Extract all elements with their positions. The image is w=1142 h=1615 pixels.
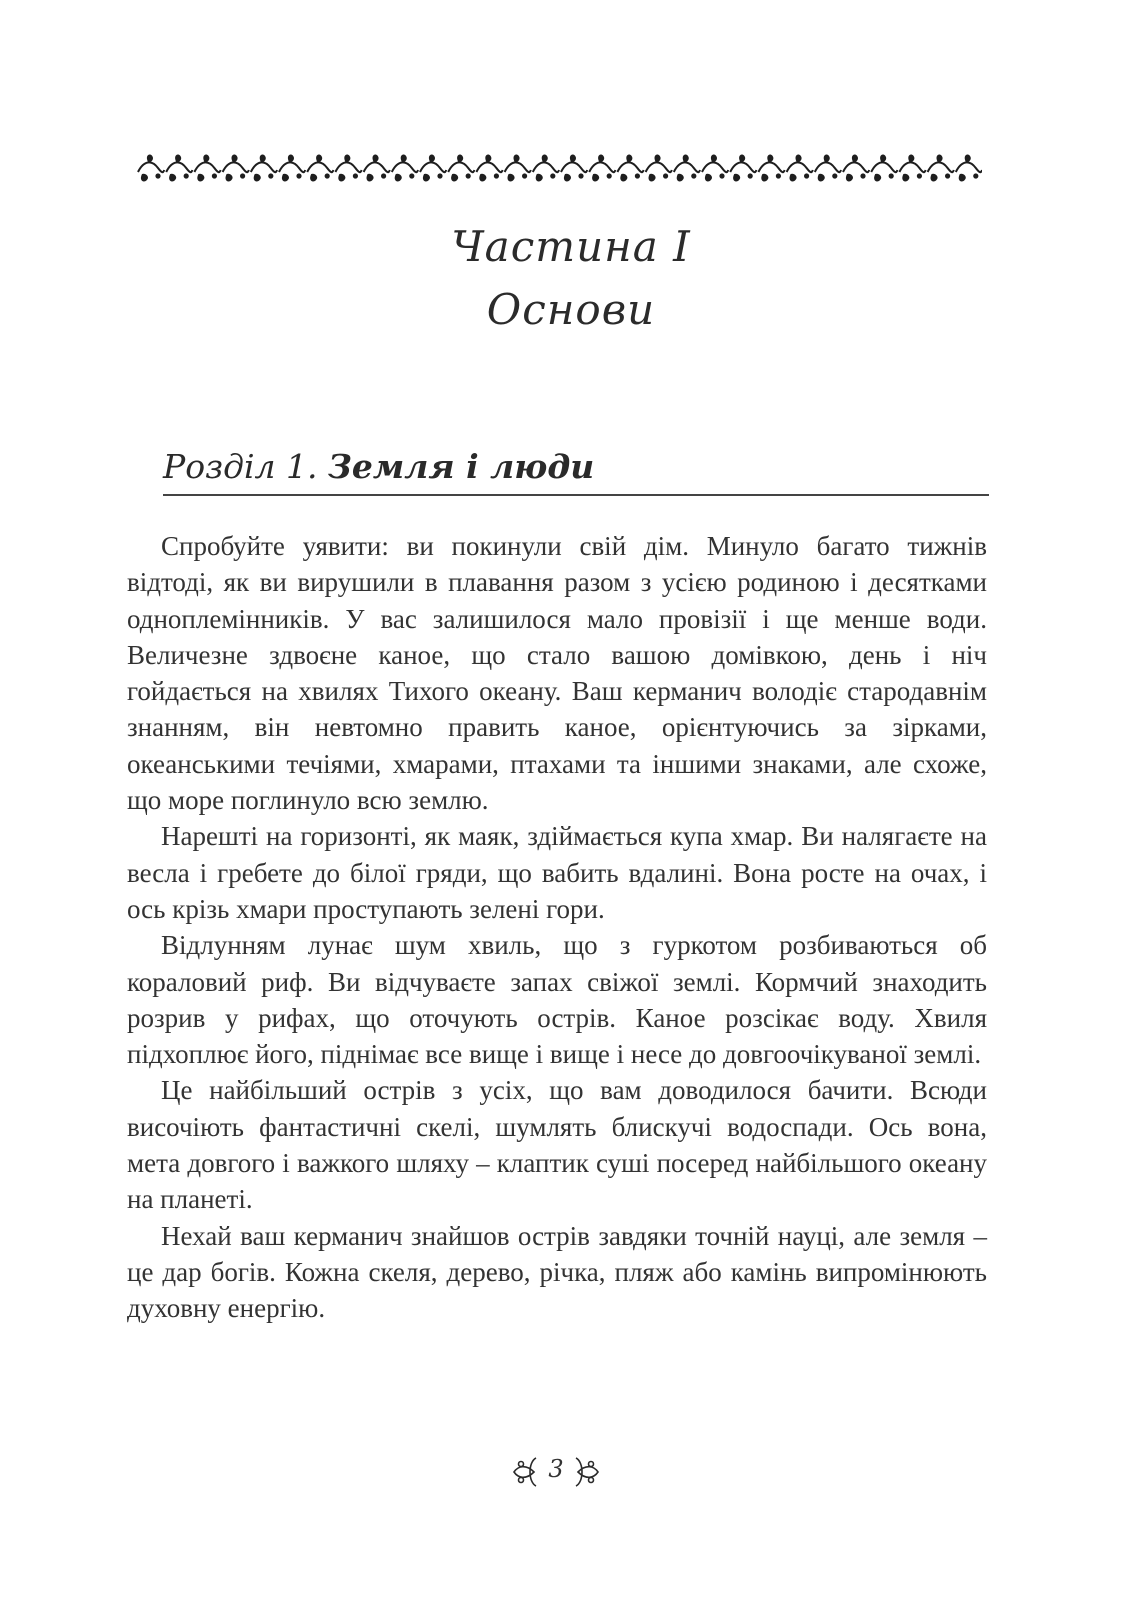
vine-motif: [617, 155, 643, 182]
body-text: [127, 528, 987, 1327]
vine-motif: [420, 155, 446, 182]
vine-motif: [392, 155, 418, 182]
vine-motif: [335, 155, 361, 182]
vine-motif: [448, 155, 474, 182]
vine-motif: [815, 155, 841, 182]
vine-motif: [505, 155, 531, 182]
vine-motif: [307, 155, 333, 182]
vine-motif: [928, 155, 954, 182]
page-number: 3: [548, 1455, 564, 1483]
paragraph: Відлунням лунає шум хвиль, що з гуркотом розбиваються об кораловий риф. Ви відчуваєте запах свіжої землі. Кормчий знаходить розрив у рифах, що оточують острів. Каное розсікає воду. Хвиля підхоплює його, піднімає все вище і вище і несе до довгоочікуваної землі.: [127, 930, 987, 1070]
vine-motif: [138, 155, 164, 182]
chapter-heading: [163, 447, 988, 486]
vine-motif: [476, 155, 502, 182]
vine-motif: [702, 155, 728, 182]
vine-motif: [956, 155, 982, 182]
vine-motif: [561, 155, 587, 182]
vine-motif: [787, 155, 813, 182]
vine-motif: [730, 155, 756, 182]
paragraph: Нехай ваш керманич знайшов острів завдяки точній науці, але земля – це дар богів. Кожна скеля, дерево, річка, пляж або камінь випромінюють духовну енергію.: [127, 1220, 987, 1324]
part-title: Основи: [486, 285, 656, 334]
paragraph: Спробуйте уявити: ви покинули свій дім. Минуло багато тижнів відтоді, як ви вирушили в плавання разом з усією родиною і десятками одноплемінників. У вас залишилося мало провізії і ще менше води. Величезне здвоєне каное, що стало вашою домівкою, день і ніч гойдається на хвилях Тихого океану. Ваш керманич володіє стародавнім знанням, він невтомно править каное, орієнтуючись за зірками, океанськими течіями, хмарами, птахами та іншими знаками, але схоже, що море поглинуло всю землю.: [127, 531, 987, 816]
vine-motif: [871, 155, 897, 182]
vine-border-ornament: [136, 150, 982, 186]
paragraph: Нарешті на горизонті, як маяк, здіймається купа хмар. Ви налягаєте на весла і гребете до білої гряди, що вабить вдалині. Вона росте на очах, і ось крізь хмари проступають зелені гори.: [127, 821, 987, 924]
vine-motif: [646, 155, 672, 182]
part-number: Частина І: [451, 222, 691, 271]
vine-motif: [251, 155, 277, 182]
vine-motif: [279, 155, 305, 182]
vine-motif: [758, 155, 784, 182]
paragraph: Це найбільший острів з усіх, що вам доводилося бачити. Всюди височіють фантастичні скелі, шумлять блискучі водоспади. Ось вона, мета довгого і важкого шляху – клаптик суші посеред найбільшого океану на планеті.: [127, 1075, 987, 1215]
vine-motif: [223, 155, 249, 182]
vine-motif: [674, 155, 700, 182]
chapter-underline: [163, 494, 989, 496]
vine-motif: [589, 155, 615, 182]
vine-motif: [194, 155, 220, 182]
vine-motif: [364, 155, 390, 182]
vine-motif: [843, 155, 869, 182]
vine-motif: [899, 155, 925, 182]
vine-motif: [166, 155, 192, 182]
vine-motif: [533, 155, 559, 182]
chapter-prefix: Розділ 1.: [163, 447, 329, 486]
chapter-title: Земля і люди: [328, 447, 595, 486]
